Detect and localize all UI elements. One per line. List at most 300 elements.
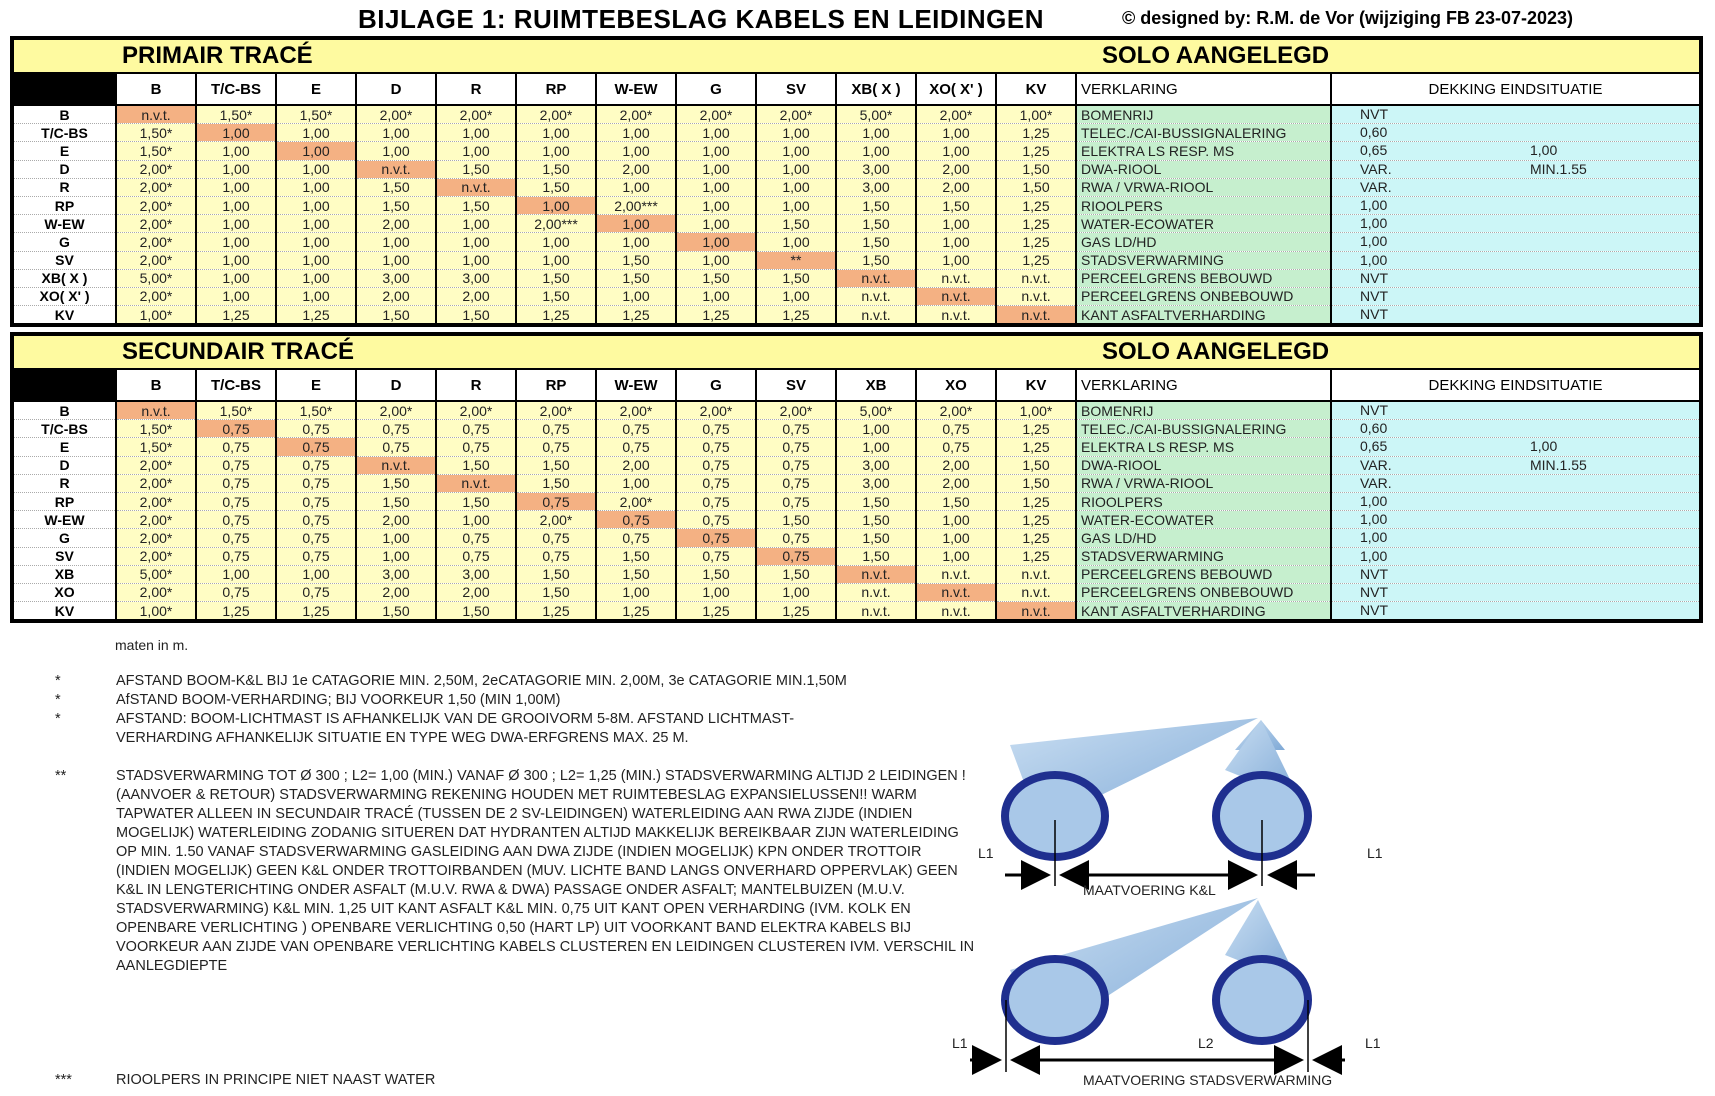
dekking-value: NVT (1360, 565, 1388, 582)
distance-cell: 1,00 (196, 565, 276, 583)
distance-cell: 1,00 (196, 124, 276, 142)
table-row (12, 401, 1701, 420)
distance-cell: 1,00 (596, 178, 676, 196)
distance-cell: 1,00 (196, 160, 276, 178)
distance-cell: 2,00* (356, 105, 436, 124)
distance-cell: 1,00 (436, 124, 516, 142)
distance-cell: 1,25 (996, 233, 1076, 251)
dekking-value: 1,00 (1360, 547, 1388, 564)
distance-cell: 0,75 (436, 529, 516, 547)
pipe-spacing-diagram (940, 700, 1360, 1096)
distance-cell: 1,25 (276, 306, 356, 326)
distance-cell: 3,00 (356, 269, 436, 287)
distance-cell: 1,00 (676, 124, 756, 142)
designer-credit: © designed by: R.M. de Vor (wijziging FB 23-07-2023) (1122, 8, 1574, 28)
page-title: BIJLAGE 1: RUIMTEBESLAG KABELS EN LEIDINGEN (358, 4, 1044, 34)
distance-cell: n.v.t. (836, 287, 916, 305)
distance-cell: 1,00 (276, 142, 356, 160)
distance-cell: 1,00* (116, 306, 196, 326)
table-row (12, 492, 1701, 510)
verklaring-cell: WATER-ECOWATER (1076, 511, 1331, 529)
distance-cell: 2,00 (436, 583, 516, 601)
distance-cell: 1,00 (916, 547, 996, 565)
distance-cell: 0,75 (676, 492, 756, 510)
distance-cell: 0,75 (436, 438, 516, 456)
distance-cell: 1,25 (596, 306, 676, 326)
dekking-cell (1331, 602, 1701, 622)
distance-cell: 2,00* (116, 583, 196, 601)
distance-cell: 2,00 (356, 511, 436, 529)
table-row (12, 142, 1701, 160)
distance-cell: 2,00* (116, 233, 196, 251)
column-header: XO (916, 369, 996, 401)
row-label: B (12, 105, 116, 124)
distance-cell: 1,00 (756, 160, 836, 178)
distance-cell: 1,50 (836, 251, 916, 269)
distance-cell: 1,50 (836, 529, 916, 547)
distance-cell: 0,75 (196, 420, 276, 438)
distance-cell: 2,00 (916, 178, 996, 196)
note-text: AFSTAND: BOOM-LICHTMAST IS AFHANKELIJK VAN DE GROOIVORM 5-8M. AFSTAND LICHTMAST-VERHARDING AFHANKELIJK SITUATIE EN TYPE WEG DWA-ERFGRENS MAX. 25 M. (116, 711, 795, 746)
dekking-cell (1331, 160, 1701, 178)
distance-cell: 1,00 (916, 233, 996, 251)
sv-pipes-diagram (970, 898, 1345, 1072)
sv-l2-label: L2 (1198, 1035, 1214, 1051)
distance-cell: 1,00 (756, 142, 836, 160)
distance-cell: 0,75 (676, 547, 756, 565)
distance-cell: 1,25 (196, 602, 276, 622)
corner-cell (12, 73, 116, 105)
distance-cell: 1,00 (276, 215, 356, 233)
column-header: W-EW (596, 73, 676, 105)
distance-cell: 0,75 (516, 420, 596, 438)
distance-cell: 0,75 (196, 456, 276, 474)
distance-cell: 1,00 (596, 215, 676, 233)
distance-cell: 1,00* (996, 105, 1076, 124)
dekking-cell (1331, 306, 1701, 326)
distance-cell: 2,00* (676, 105, 756, 124)
dekking-value-2: MIN.1.55 (1530, 160, 1587, 177)
distance-cell: 1,50 (836, 233, 916, 251)
row-label: G (12, 233, 116, 251)
dekking-value: NVT (1360, 602, 1388, 619)
distance-cell: n.v.t. (996, 306, 1076, 326)
units-note: maten in m. (115, 637, 189, 653)
row-label: KV (12, 306, 116, 326)
note-marker: * (55, 692, 61, 708)
distance-cell: 3,00 (436, 269, 516, 287)
dekking-cell (1331, 401, 1701, 420)
distance-cell: 1,00 (916, 251, 996, 269)
verklaring-cell: PERCEELGRENS BEBOUWD (1076, 269, 1331, 287)
distance-cell: 3,00 (836, 160, 916, 178)
distance-cell: 1,50 (436, 602, 516, 622)
table-row (12, 456, 1701, 474)
sv-pipe-left-end (1005, 959, 1105, 1041)
distance-cell: 2,00 (436, 287, 516, 305)
distance-cell: 0,75 (676, 456, 756, 474)
distance-cell: 1,50 (516, 287, 596, 305)
row-label: RP (12, 492, 116, 510)
distance-cell: 1,25 (596, 602, 676, 622)
column-header: G (676, 73, 756, 105)
distance-cell: 1,00 (436, 511, 516, 529)
distance-cell: 2,00* (596, 105, 676, 124)
row-label: RP (12, 196, 116, 214)
distance-cell: 2,00* (596, 401, 676, 420)
distance-cell: 0,75 (676, 438, 756, 456)
distance-cell: 1,00 (916, 215, 996, 233)
distance-cell: 1,50 (596, 251, 676, 269)
dekking-value: NVT (1360, 269, 1388, 286)
distance-cell: 0,75 (436, 547, 516, 565)
verklaring-cell: ELEKTRA LS RESP. MS (1076, 438, 1331, 456)
distance-cell: 0,75 (516, 492, 596, 510)
distance-cell: 1,00 (836, 420, 916, 438)
sv-caption: MAATVOERING STADSVERWARMING (1083, 1072, 1333, 1088)
dekking-cell (1331, 178, 1701, 196)
distance-cell: 0,75 (756, 438, 836, 456)
distance-cell: 1,00 (676, 178, 756, 196)
distance-cell: 2,00 (596, 160, 676, 178)
column-header: R (436, 369, 516, 401)
distance-cell: 1,00 (676, 196, 756, 214)
distance-cell: 3,00 (836, 178, 916, 196)
column-header: E (276, 369, 356, 401)
dekking-cell (1331, 565, 1701, 583)
distance-cell: 1,50 (836, 215, 916, 233)
distance-cell: 1,00 (916, 511, 996, 529)
dekking-value: 0,60 (1360, 124, 1388, 141)
distance-cell: 1,00 (836, 124, 916, 142)
secondary-trace-table (10, 332, 1703, 623)
dekking-value: VAR. (1360, 178, 1392, 195)
dekking-value: NVT (1360, 287, 1388, 304)
dekking-value: 1,00 (1360, 511, 1388, 528)
distance-cell: 2,00* (116, 160, 196, 178)
dekking-value: NVT (1360, 402, 1388, 418)
row-label: G (12, 529, 116, 547)
distance-cell: 2,00* (916, 401, 996, 420)
distance-cell: n.v.t. (116, 401, 196, 420)
distance-cell: 0,75 (196, 583, 276, 601)
distance-cell: 1,25 (996, 124, 1076, 142)
distance-cell: 1,00 (196, 215, 276, 233)
distance-cell: 1,50 (916, 492, 996, 510)
distance-cell: 1,00* (116, 602, 196, 622)
distance-cell: 1,00 (676, 251, 756, 269)
verklaring-cell: GAS LD/HD (1076, 233, 1331, 251)
column-header: G (676, 369, 756, 401)
distance-cell: 2,00* (356, 401, 436, 420)
distance-cell: 1,50* (116, 438, 196, 456)
distance-cell: 0,75 (276, 438, 356, 456)
note-text: AFSTAND BOOM-K&L BIJ 1e CATAGORIE MIN. 2,50M, 2eCATAGORIE MIN. 2,00M, 3e CATAGORIE MIN.1,50M (116, 673, 847, 689)
distance-cell: 0,75 (676, 511, 756, 529)
row-label: KV (12, 602, 116, 622)
distance-cell: 1,00 (196, 178, 276, 196)
distance-cell: 1,00 (276, 251, 356, 269)
dekking-value: NVT (1360, 306, 1388, 323)
column-header: SV (756, 73, 836, 105)
distance-cell: 1,50 (596, 547, 676, 565)
distance-cell: 1,50 (836, 196, 916, 214)
distance-cell: 1,00 (276, 124, 356, 142)
distance-cell: 0,75 (596, 438, 676, 456)
distance-cell: 1,50 (596, 269, 676, 287)
distance-cell: 1,50* (196, 105, 276, 124)
distance-cell: 1,50 (436, 306, 516, 326)
distance-cell: n.v.t. (996, 269, 1076, 287)
distance-cell: n.v.t. (436, 178, 516, 196)
distance-cell: n.v.t. (916, 602, 996, 622)
distance-cell: 1,00 (196, 269, 276, 287)
distance-cell: 0,75 (196, 529, 276, 547)
dekking-cell (1331, 196, 1701, 214)
distance-cell: 1,00 (196, 196, 276, 214)
distance-cell: 2,00* (596, 492, 676, 510)
distance-cell: 1,00 (276, 178, 356, 196)
distance-cell: 2,00* (116, 511, 196, 529)
dekking-cell (1331, 420, 1701, 438)
table-row (12, 565, 1701, 583)
distance-cell: 5,00* (116, 565, 196, 583)
dekking-cell (1331, 124, 1701, 142)
distance-cell: 0,75 (516, 529, 596, 547)
table-row (12, 529, 1701, 547)
distance-cell: 1,50 (916, 196, 996, 214)
verklaring-cell: BOMENRIJ (1076, 401, 1331, 420)
note-marker: *** (55, 1072, 72, 1088)
distance-cell: 1,50 (356, 196, 436, 214)
verklaring-cell: RIOOLPERS (1076, 196, 1331, 214)
verklaring-cell: RIOOLPERS (1076, 492, 1331, 510)
dekking-value: 1,00 (1360, 251, 1388, 268)
row-label: W-EW (12, 215, 116, 233)
row-label: R (12, 178, 116, 196)
column-header: XB (836, 369, 916, 401)
distance-cell: n.v.t. (916, 269, 996, 287)
distance-cell: 1,00* (996, 401, 1076, 420)
column-header: W-EW (596, 369, 676, 401)
distance-cell: 2,00* (676, 401, 756, 420)
column-header: SV (756, 369, 836, 401)
table-row (12, 547, 1701, 565)
distance-cell: 2,00* (516, 401, 596, 420)
distance-cell: 1,25 (676, 602, 756, 622)
dekking-cell (1331, 215, 1701, 233)
distance-cell: 0,75 (276, 492, 356, 510)
distance-cell: n.v.t. (916, 287, 996, 305)
distance-cell: 1,25 (756, 602, 836, 622)
distance-cell: 2,00* (116, 547, 196, 565)
distance-cell: 1,00 (596, 474, 676, 492)
verklaring-cell: PERCEELGRENS BEBOUWD (1076, 565, 1331, 583)
column-header: E (276, 73, 356, 105)
distance-cell: 1,50 (676, 565, 756, 583)
distance-cell: 1,00 (916, 142, 996, 160)
distance-cell: 1,00 (756, 178, 836, 196)
distance-cell: 1,00 (436, 215, 516, 233)
distance-cell: 1,00 (836, 142, 916, 160)
distance-cell: 1,00 (676, 233, 756, 251)
verklaring-cell: PERCEELGRENS ONBEBOUWD (1076, 287, 1331, 305)
note-text: AfSTAND BOOM-VERHARDING; BIJ VOORKEUR 1,50 (MIN 1,00M) (116, 692, 561, 708)
distance-cell: 1,50* (196, 401, 276, 420)
distance-cell: n.v.t. (916, 306, 996, 326)
dekking-value: 0,65 (1360, 142, 1388, 159)
row-label: R (12, 474, 116, 492)
table-row (12, 420, 1701, 438)
row-label: E (12, 142, 116, 160)
distance-cell: 2,00 (916, 474, 996, 492)
distance-cell: 2,00* (436, 105, 516, 124)
verklaring-cell: DWA-RIOOL (1076, 456, 1331, 474)
distance-cell: 0,75 (276, 456, 356, 474)
distance-cell: 1,50 (516, 456, 596, 474)
distance-cell: 3,00 (436, 565, 516, 583)
distance-cell: n.v.t. (996, 583, 1076, 601)
distance-cell: 1,00 (276, 233, 356, 251)
dekking-value-2: 1,00 (1530, 438, 1558, 455)
distance-cell: 1,50 (516, 583, 596, 601)
table-row (12, 306, 1701, 326)
verklaring-cell: ELEKTRA LS RESP. MS (1076, 142, 1331, 160)
distance-cell: 1,25 (996, 196, 1076, 214)
distance-cell: 1,00 (676, 287, 756, 305)
table-row (12, 474, 1701, 492)
distance-cell: 0,75 (756, 474, 836, 492)
distance-cell: 2,00*** (516, 215, 596, 233)
distance-cell: 1,00 (356, 251, 436, 269)
column-header: R (436, 73, 516, 105)
dekking-cell (1331, 233, 1701, 251)
verklaring-cell: RWA / VRWA-RIOOL (1076, 178, 1331, 196)
row-label: W-EW (12, 511, 116, 529)
dekking-value: 0,60 (1360, 420, 1388, 437)
distance-cell: 0,75 (196, 474, 276, 492)
table-row (12, 287, 1701, 305)
verklaring-cell: WATER-ECOWATER (1076, 215, 1331, 233)
distance-cell: 1,00 (676, 160, 756, 178)
distance-cell: 0,75 (516, 438, 596, 456)
distance-cell: 2,00 (596, 456, 676, 474)
distance-cell: 1,25 (996, 215, 1076, 233)
dekking-value: 0,65 (1360, 438, 1388, 455)
distance-cell: 1,50 (356, 178, 436, 196)
table-row (12, 124, 1701, 142)
section-header-row (12, 334, 1701, 369)
trace-title: PRIMAIR TRACÉ (122, 42, 313, 69)
row-label: XO (12, 583, 116, 601)
distance-cell: 0,75 (596, 420, 676, 438)
row-label: SV (12, 251, 116, 269)
note-text: RIOOLPERS IN PRINCIPE NIET NAAST WATER (116, 1072, 436, 1088)
row-label: SV (12, 547, 116, 565)
dekking-value: NVT (1360, 106, 1388, 122)
sv-pipe-right-end (1216, 959, 1308, 1041)
distance-cell: 1,00 (676, 215, 756, 233)
mode-title: SOLO AANGELEGD (1102, 338, 1330, 365)
distance-cell: 1,50* (276, 401, 356, 420)
distance-cell: n.v.t. (436, 474, 516, 492)
distance-cell: 1,00 (196, 287, 276, 305)
distance-cell: 1,00 (596, 287, 676, 305)
distance-cell: 1,00 (356, 529, 436, 547)
distance-cell: 1,50 (836, 492, 916, 510)
distance-cell: 1,00 (676, 142, 756, 160)
distance-cell: 1,00 (356, 124, 436, 142)
distance-cell: 1,00 (596, 142, 676, 160)
note-marker: ** (55, 768, 67, 784)
distance-cell: 1,00 (516, 233, 596, 251)
row-label: D (12, 456, 116, 474)
distance-cell: 1,25 (996, 492, 1076, 510)
kl-caption: MAATVOERING K&L (1083, 882, 1216, 898)
distance-cell: 0,75 (356, 420, 436, 438)
distance-cell: n.v.t. (836, 269, 916, 287)
distance-cell: 0,75 (676, 420, 756, 438)
verklaring-cell: GAS LD/HD (1076, 529, 1331, 547)
section-title (12, 334, 1701, 369)
row-label: XB( X ) (12, 269, 116, 287)
mode-title: SOLO AANGELEGD (1102, 42, 1330, 69)
verklaring-header: VERKLARING (1076, 73, 1331, 105)
column-header: KV (996, 73, 1076, 105)
table-row (12, 233, 1701, 251)
dekking-value: 1,00 (1360, 233, 1388, 250)
dekking-cell (1331, 474, 1701, 492)
distance-cell: 1,00 (516, 251, 596, 269)
distance-cell: 1,50 (436, 456, 516, 474)
distance-cell: 2,00* (116, 251, 196, 269)
distance-cell: 1,25 (756, 306, 836, 326)
row-label: T/C-BS (12, 420, 116, 438)
distance-cell: 2,00* (116, 196, 196, 214)
distance-cell: 1,00 (276, 196, 356, 214)
distance-cell: 1,00 (756, 196, 836, 214)
dekking-value: VAR. (1360, 160, 1392, 177)
dekking-value-2: MIN.1.55 (1530, 456, 1587, 473)
distance-cell: 1,00 (276, 160, 356, 178)
distance-cell: 5,00* (116, 269, 196, 287)
dekking-value: NVT (1360, 583, 1388, 600)
distance-cell: n.v.t. (996, 565, 1076, 583)
column-header: RP (516, 369, 596, 401)
distance-cell: 2,00* (756, 401, 836, 420)
distance-cell: 2,00* (116, 529, 196, 547)
verklaring-cell: KANT ASFALTVERHARDING (1076, 602, 1331, 622)
distance-cell: n.v.t. (356, 456, 436, 474)
distance-cell: n.v.t. (836, 602, 916, 622)
sv-l1-label-left: L1 (952, 1035, 968, 1051)
distance-cell: 1,00 (916, 529, 996, 547)
distance-cell: 1,50 (516, 269, 596, 287)
distance-cell: 2,00 (356, 583, 436, 601)
distance-cell: 1,50* (116, 142, 196, 160)
distance-cell: 1,50 (756, 511, 836, 529)
distance-cell: 1,50 (676, 269, 756, 287)
table-row (12, 215, 1701, 233)
verklaring-cell: PERCEELGRENS ONBEBOUWD (1076, 583, 1331, 601)
sv-l1-label-right: L1 (1365, 1035, 1381, 1051)
distance-cell: 2,00* (116, 456, 196, 474)
distance-cell: 1,50 (836, 511, 916, 529)
distance-cell: 1,25 (996, 251, 1076, 269)
verklaring-cell: TELEC./CAI-BUSSIGNALERING (1076, 420, 1331, 438)
distance-cell: 1,00 (196, 142, 276, 160)
column-header: D (356, 369, 436, 401)
